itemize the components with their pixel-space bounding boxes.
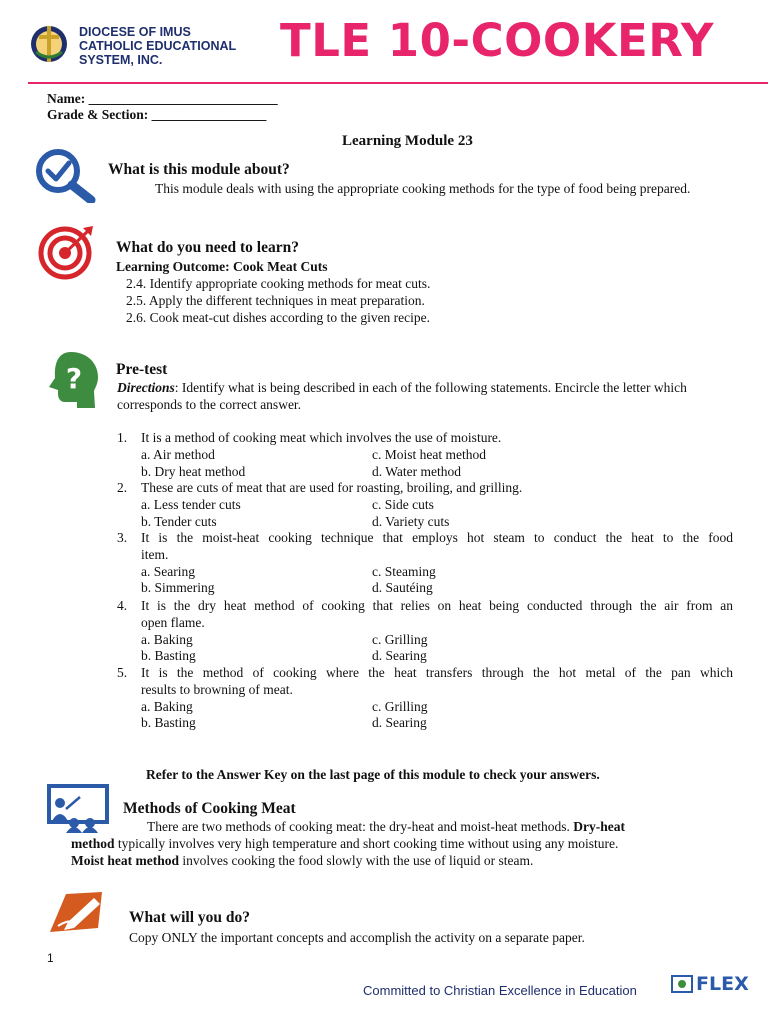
choice-b: b. Basting bbox=[141, 648, 196, 664]
diocese-logo bbox=[28, 22, 70, 66]
name-blank: ____________________________ bbox=[88, 91, 278, 106]
methods-paragraph bbox=[71, 818, 733, 869]
pretest-directions bbox=[117, 379, 733, 413]
page-title: TLE 10-COOKERY bbox=[280, 14, 714, 67]
choice-b: b. Basting bbox=[141, 715, 196, 731]
choice-d: d. Searing bbox=[372, 648, 427, 664]
org-line-1: DIOCESE OF IMUS bbox=[79, 25, 191, 39]
choice-c: c. Steaming bbox=[372, 563, 436, 579]
header-divider bbox=[28, 82, 768, 84]
choice-d: d. Sautéing bbox=[372, 580, 433, 596]
choice-d: d. Searing bbox=[372, 715, 427, 731]
question-text: It is the dry heat method of cooking that relies on heat being conducted through the air from an bbox=[141, 598, 733, 613]
directions-label: Directions bbox=[117, 380, 175, 395]
method-term: method bbox=[71, 836, 115, 851]
grade-blank: _________________ bbox=[151, 107, 267, 122]
question-number: 1. bbox=[117, 430, 128, 445]
pencil-writing-icon bbox=[46, 888, 114, 936]
methods-text-3: involves cooking the food slowly with the use of liquid or steam. bbox=[179, 853, 534, 868]
learn-heading: What do you need to learn? bbox=[116, 239, 299, 256]
magnifier-check-icon bbox=[33, 147, 99, 203]
question-text-continued: item. bbox=[141, 546, 169, 562]
outcome-item-2: 2.5. Apply the different techniques in meat preparation. bbox=[126, 293, 425, 308]
choice-b: b. Dry heat method bbox=[141, 463, 246, 479]
choice-a: a. Air method bbox=[141, 446, 215, 462]
question-text: These are cuts of meat that are used for roasting, broiling, and grilling. bbox=[141, 480, 523, 495]
choice-d: d. Water method bbox=[372, 463, 462, 479]
choice-a: a. Baking bbox=[141, 698, 193, 714]
choice-a: a. Baking bbox=[141, 631, 193, 647]
question-text: It is the moist-heat cooking technique that employs hot steam to conduct the heat to the food bbox=[141, 530, 733, 545]
choice-c: c. Grilling bbox=[372, 698, 428, 714]
methods-text-2: typically involves very high temperature and short cooking time without using any moisture. bbox=[114, 836, 619, 851]
about-heading: What is this module about? bbox=[108, 161, 290, 178]
footer-motto: Committed to Christian Excellence in Education bbox=[363, 983, 637, 998]
page-number: 1 bbox=[47, 951, 54, 965]
question-text: It is a method of cooking meat which involves the use of moisture. bbox=[141, 430, 502, 445]
about-text: This module deals with using the appropriate cooking methods for the type of food being prepared. bbox=[155, 181, 691, 196]
methods-heading: Methods of Cooking Meat bbox=[123, 800, 296, 817]
grade-label: Grade & Section: bbox=[47, 107, 149, 122]
choice-c: c. Moist heat method bbox=[372, 446, 486, 462]
choice-b: b. Simmering bbox=[141, 580, 215, 596]
outcome-item-3: 2.6. Cook meat-cut dishes according to the given recipe. bbox=[126, 310, 431, 325]
directions-text: : Identify what is being described in each of the following statements. Encircle the letter which corresponds to the correct answer. bbox=[117, 380, 687, 412]
question-number: 5. bbox=[117, 665, 128, 680]
choice-a: a. Less tender cuts bbox=[141, 496, 241, 512]
question-text: It is the method of cooking where the heat transfers through the hot metal of the pan which bbox=[141, 665, 733, 680]
do-heading: What will you do? bbox=[129, 909, 251, 926]
outcome-item-1: 2.4. Identify appropriate cooking methods for meat cuts. bbox=[126, 276, 431, 291]
do-text: Copy ONLY the important concepts and accomplish the activity on a separate paper. bbox=[129, 930, 585, 945]
question-number: 2. bbox=[117, 480, 128, 495]
name-line bbox=[47, 90, 278, 107]
svg-text:?: ? bbox=[65, 362, 83, 395]
choice-d: d. Variety cuts bbox=[372, 513, 450, 529]
pretest-heading: Pre-test bbox=[116, 361, 168, 378]
answer-key-note: Refer to the Answer Key on the last page of this module to check your answers. bbox=[146, 767, 600, 782]
question-head-icon bbox=[45, 350, 101, 412]
choice-c: c. Side cuts bbox=[372, 496, 434, 512]
question-text-continued: results to browning of meat. bbox=[141, 681, 293, 697]
moist-heat-term: Moist heat method bbox=[71, 853, 179, 868]
dry-heat-term: Dry-heat bbox=[573, 819, 625, 834]
choice-c: c. Grilling bbox=[372, 631, 428, 647]
question-number: 4. bbox=[117, 598, 128, 613]
question-text-continued: open flame. bbox=[141, 614, 205, 630]
flex-logo-icon bbox=[670, 968, 760, 1000]
grade-line bbox=[47, 106, 266, 123]
learning-outcome: Learning Outcome: Cook Meat Cuts bbox=[116, 259, 328, 274]
module-title: Learning Module 23 bbox=[342, 133, 473, 149]
choice-b: b. Tender cuts bbox=[141, 513, 217, 529]
choice-a: a. Searing bbox=[141, 563, 195, 579]
name-label: Name: bbox=[47, 91, 86, 106]
flex-logo-text: FLEX bbox=[696, 973, 749, 995]
org-line-3: SYSTEM, INC. bbox=[79, 53, 163, 67]
question-number: 3. bbox=[117, 530, 128, 545]
org-line-2: CATHOLIC EDUCATIONAL bbox=[79, 39, 237, 53]
target-icon bbox=[37, 222, 99, 280]
methods-text-1: There are two methods of cooking meat: the dry-heat and moist-heat methods. bbox=[147, 819, 574, 834]
